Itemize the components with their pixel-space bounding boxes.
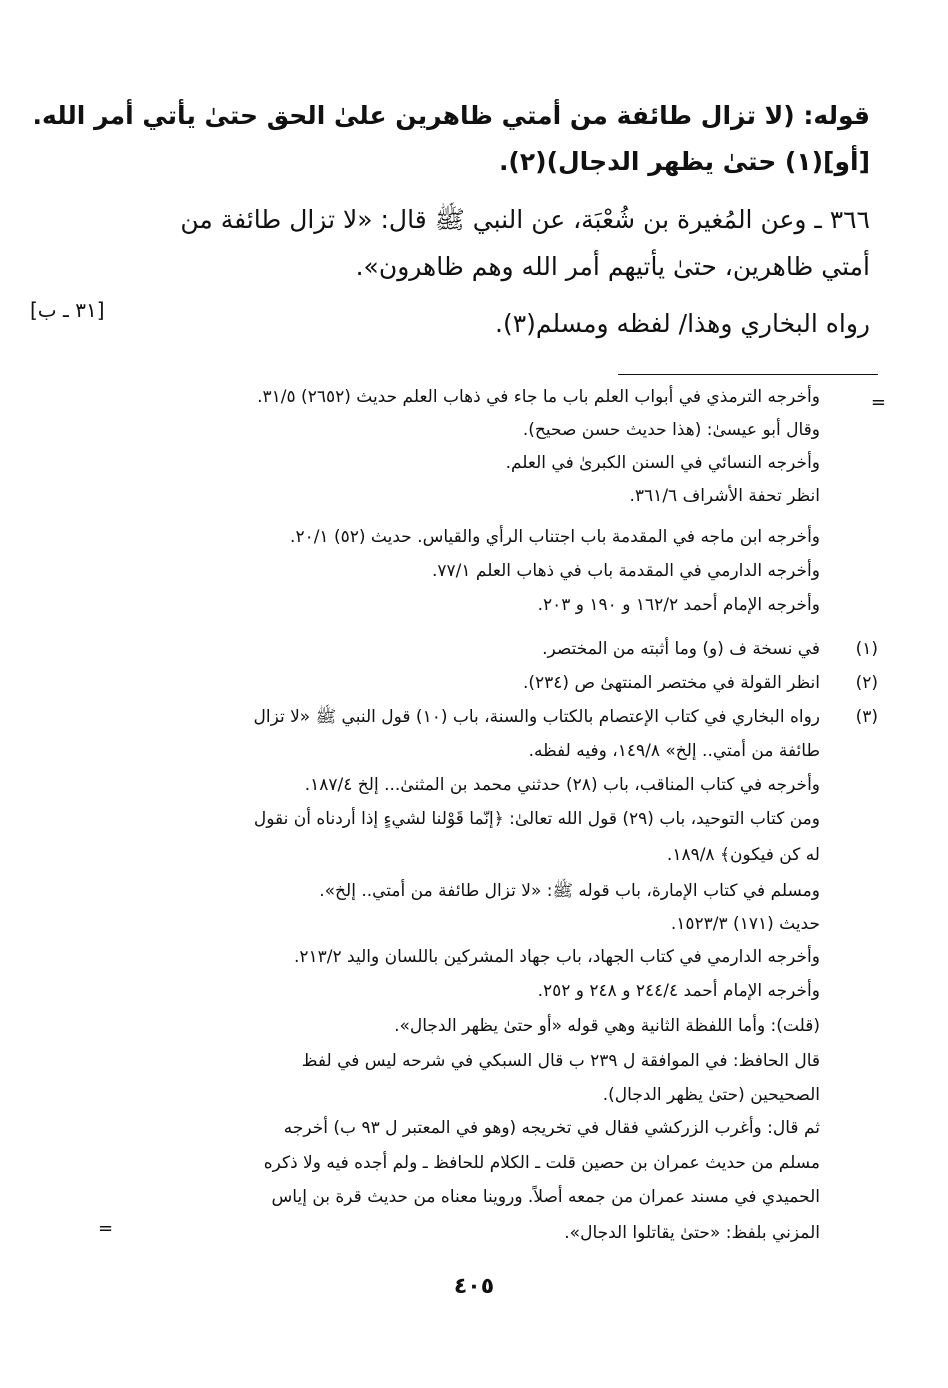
footnote-2-number: (٢) (855, 673, 878, 693)
footnote-3-line: الصحيحين (حتىٰ يظهر الدجال). (602, 1085, 820, 1105)
continuation-mark: = (870, 392, 886, 413)
hadith-line-2: أمتي ظاهرين، حتىٰ يأتيهم أمر الله وهم ظاهرون». (355, 252, 870, 281)
footnote-1-text: في نسخة ف (و) وما أثبته من المختصر. (542, 639, 820, 659)
page-number: ٤٠٥ (453, 1274, 495, 1299)
footnote-cont-line: وأخرجه الترمذي في أبواب العلم باب ما جاء في ذهاب العلم حديث (٢٦٥٢) ٣١/٥. (257, 387, 820, 407)
footnote-cont-line: وأخرجه الإمام أحمد ١٦٢/٢ و ١٩٠ و ٢٠٣. (537, 595, 820, 615)
footnote-3-line: قال الحافظ: في الموافقة ل ٢٣٩ ب قال السبكي في شرحه ليس في لفظ (301, 1051, 820, 1071)
footnote-cont-line: وأخرجه ابن ماجه في المقدمة باب اجتناب الرأي والقياس. حديث (٥٢) ٢٠/١. (290, 527, 820, 547)
footnote-cont-line: وأخرجه النسائي في السنن الكبرىٰ في العلم. (505, 453, 820, 473)
footnote-cont-line: وأخرجه الدارمي في المقدمة باب في ذهاب العلم ٧٧/١. (432, 561, 820, 581)
heading-line-2: [أو](١) حتىٰ يظهر الدجال)(٢). (498, 147, 870, 176)
footnote-2-text: انظر القولة في مختصر المنتهىٰ ص (٢٣٤). (522, 673, 820, 693)
footnote-3-line: ومن كتاب التوحيد، باب (٢٩) قول الله تعالىٰ: ﴿إنّما قَوْلنا لشيءٍ إذا أردناه أن نقول (253, 809, 820, 829)
footnote-cont-line: انظر تحفة الأشراف ٣٦١/٦. (629, 486, 820, 506)
manuscript-folio-ref: [٣١ ـ ب] (30, 298, 105, 322)
footnote-3-line: ثم قال: وأغرب الزركشي فقال في تخريجه (وهو في المعتبر ل ٩٣ ب) أخرجه (283, 1118, 820, 1138)
footnote-1-number: (١) (855, 639, 878, 659)
footnote-3-line: رواه البخاري في كتاب الإعتصام بالكتاب والسنة، باب (١٠) قول النبي ﷺ «لا تزال (253, 707, 820, 727)
footnote-3-number: (٣) (855, 707, 878, 727)
heading-line-1: قوله: (لا تزال طائفة من أمتي ظاهرين علىٰ الحق حتىٰ يأتي أمر الله. (32, 101, 870, 130)
continues-mark: = (98, 1218, 114, 1239)
footnote-3-line: وأخرجه في كتاب المناقب، باب (٢٨) حدثني محمد بن المثنىٰ... إلخ ١٨٧/٤. (304, 775, 820, 795)
footnote-3-line: طائفة من أمتي.. إلخ» ١٤٩/٨، وفيه لفظه. (528, 741, 820, 761)
footnote-3-line: له كن فيكون﴾ ١٨٩/٨. (666, 845, 820, 865)
footnote-3-line: حديث (١٧١) ١٥٢٣/٣. (670, 914, 820, 934)
hadith-line-3: رواه البخاري وهذا/ لفظه ومسلم(٣). (495, 309, 870, 338)
footnote-3-line: (قلت): وأما اللفظة الثانية وهي قوله «أو حتىٰ يظهر الدجال». (394, 1016, 820, 1036)
footnote-3-line: وأخرجه الدارمي في كتاب الجهاد، باب جهاد المشركين باللسان واليد ٢١٣/٢. (293, 947, 820, 967)
footnote-cont-line: وقال أبو عيسىٰ: (هذا حديث حسن صحيح). (522, 420, 820, 440)
footnote-3-line: الحميدي في مسند عمران من جمعه أصلاً. وروينا معناه من حديث قرة بن إياس (271, 1187, 820, 1207)
footnote-3-line: وأخرجه الإمام أحمد ٢٤٤/٤ و ٢٤٨ و ٢٥٢. (537, 981, 820, 1001)
hadith-line-1: ٣٦٦ ـ وعن المُغيرة بن شُعْبَة، عن النبي ﷺ قال: «لا تزال طائفة من (180, 205, 870, 234)
footnote-3-line: ومسلم في كتاب الإمارة، باب قوله ﷺ: «لا تزال طائفة من أمتي.. إلخ». (319, 881, 820, 901)
footnote-3-line: المزني بلفظ: «حتىٰ يقاتلوا الدجال». (564, 1223, 820, 1243)
footnote-3-line: مسلم من حديث عمران بن حصين قلت ـ الكلام للحافظ ـ ولم أجده فيه ولا ذكره (263, 1153, 820, 1173)
footnote-separator (618, 374, 878, 375)
